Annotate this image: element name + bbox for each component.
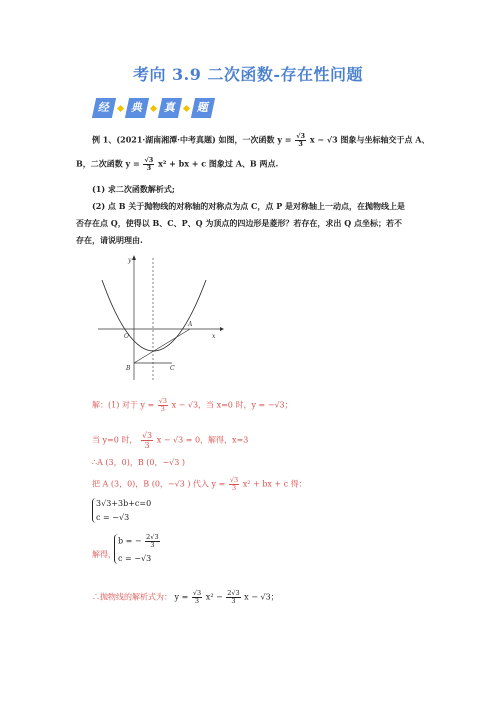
x-axis-label: x (212, 333, 216, 340)
question-1: (1) 求二次函数解析式; (92, 184, 175, 194)
y-axis-arrow (132, 255, 136, 260)
system-1-eq-2: c = −√3 (96, 513, 130, 522)
solution-line-2: 当 y=0 时， $\frac{√3}{3}$ x − √3 = 0，解得，x=3 (92, 431, 249, 450)
question-2-line-3: 存在，请说明理由. (76, 235, 143, 245)
problem-line-1: 例 1、(2021·湖南湘潭·中考真题) 如图，一次函数 y = $\frac{√3}{3}$ x − √3 图象与坐标轴交于点 A、 (92, 132, 430, 148)
solution-line-4: 把 A (3，0)，B (0，−√3 ) 代入 y = $\frac{√3}{3}$ x² + bx + c 得： (92, 476, 307, 492)
parabola-figure (94, 252, 226, 382)
problem-line-2: B，二次函数 y = $\frac{√3}{3}$ x² + bx + c 图象过 A、B 两点. (76, 156, 279, 172)
solution-line-6: ∴抛物线的解析式为： y = $\frac{√3}{3}$ x² − $\frac{2√3}{3}$ x − √3； (92, 589, 279, 605)
origin-label: O (124, 333, 129, 340)
banner-dot (150, 104, 157, 111)
question-2-line-1: (2) 点 B 关于抛物线的对称轴的对称点为点 C，点 P 是对称轴上一动点，在抛物线上是 (92, 201, 405, 211)
question-2-line-2: 否存在点 Q，使得以 B、C、P、Q 为顶点的四边形是菱形？若存在，求出 Q 点坐标；若不 (76, 218, 402, 228)
equation-system-1 (92, 498, 151, 523)
point-b-label: B (126, 365, 131, 372)
y-axis-label: y (128, 257, 132, 264)
banner-char: 题 (191, 98, 215, 118)
banner-dot (183, 104, 190, 111)
system-2-eq-2: c = −√3 (118, 554, 152, 563)
line-ab (134, 329, 190, 363)
x-axis-arrow (220, 327, 224, 331)
point-a-label: A (188, 321, 193, 328)
banner-char: 经 (92, 98, 116, 118)
parabola-curve (102, 280, 206, 351)
page-title: 考向 3.9 二次函数-存在性问题 (132, 65, 364, 84)
point-c-label: C (170, 365, 175, 372)
solution-line-1: 解：(1) 对于 y = $\frac{√3}{3}$ x − √3，当 x=0 时，y = −√3； (92, 397, 293, 413)
system-1-eq-1: 3√3+3b+c=0 (96, 499, 152, 508)
solution-line-3: ∴A (3，0)，B (0，−√3 ) (92, 458, 186, 467)
banner-char: 典 (125, 98, 149, 118)
solution-line-5: 解得， (92, 550, 116, 559)
banner-char: 真 (158, 98, 182, 118)
system-2-eq-1: b = − $\frac{2√3}{3}$ (118, 533, 159, 549)
equation-system-2 (114, 534, 161, 564)
section-banner (94, 98, 213, 118)
banner-dot (117, 104, 124, 111)
